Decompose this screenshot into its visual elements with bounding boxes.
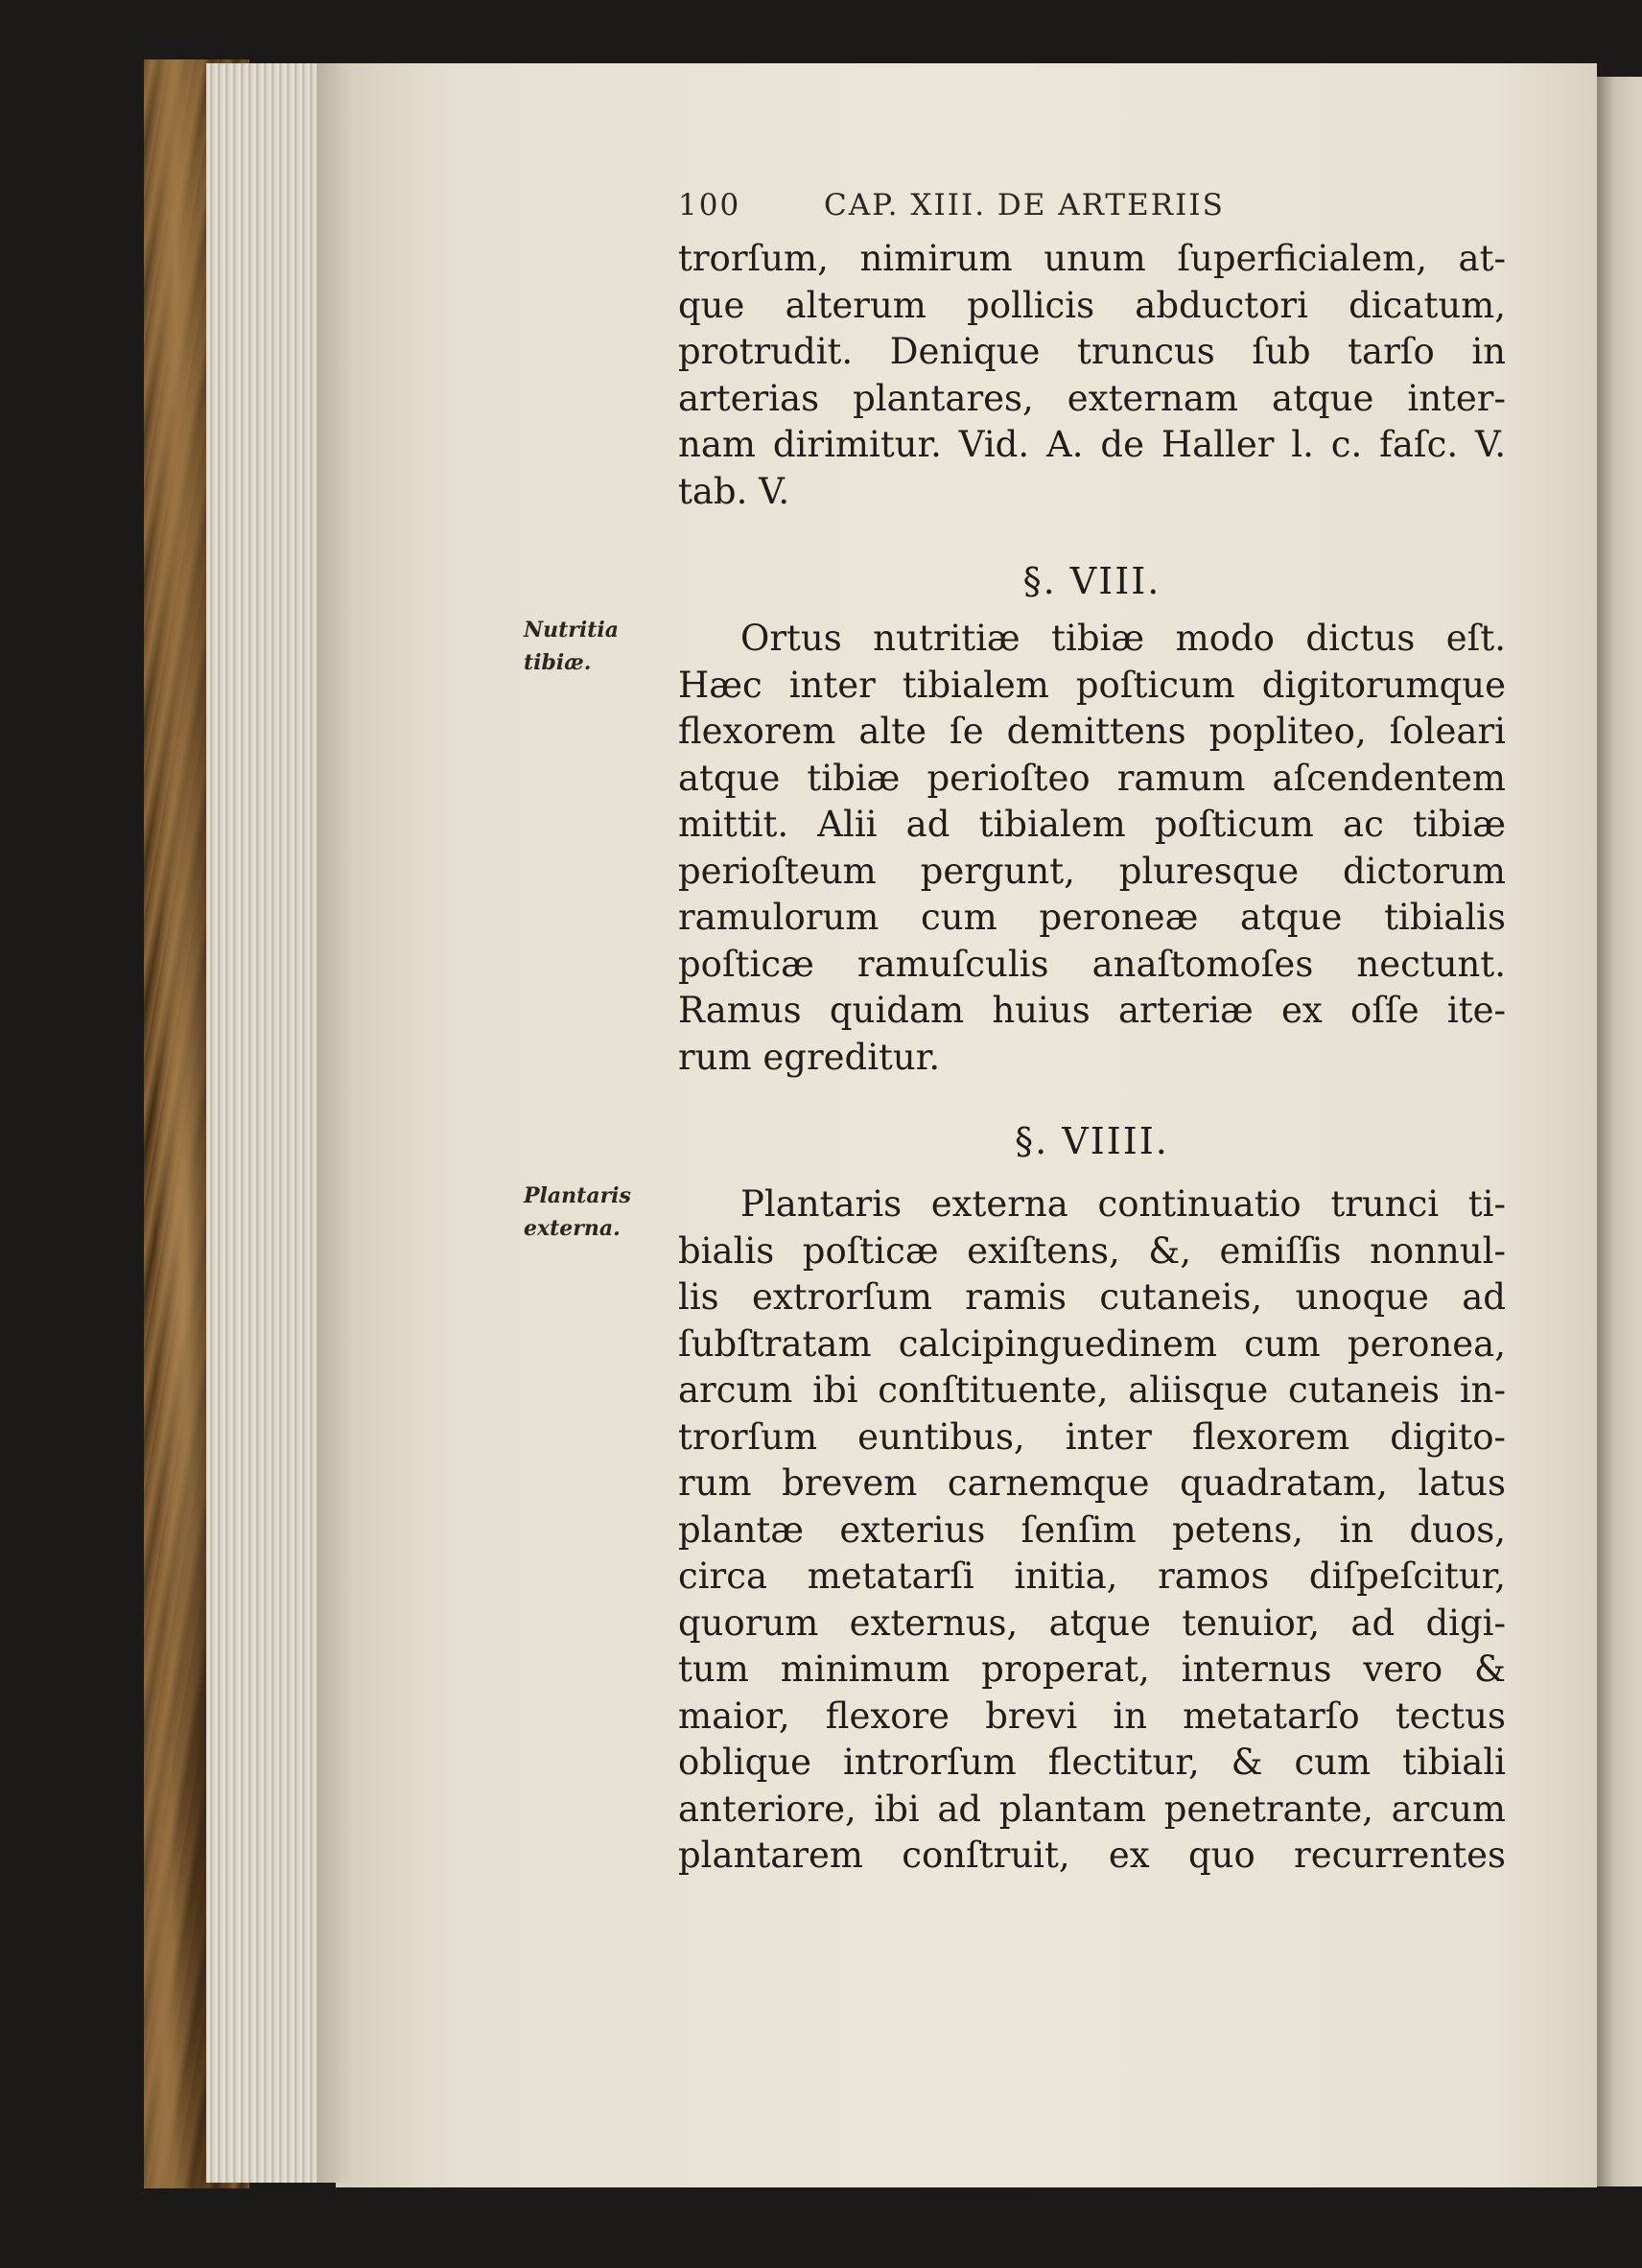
facing-page-edge <box>1597 77 1642 2186</box>
text-line: bialis poſticæ exiſtens, &, emiſſis nonnul- <box>678 1229 1506 1272</box>
text-line: Hæc inter tibialem poſticum digitorumque <box>678 664 1506 706</box>
text-line: Ramus quidam huius arteriæ ex oſſe ite- <box>678 990 1506 1031</box>
text-line: plantæ exterius ſenſim petens, in duos, <box>678 1508 1506 1551</box>
section-heading-viiii: §. VIIII. <box>1015 1120 1169 1162</box>
text-line: Ortus nutritiæ tibiæ modo dictus eſt. <box>740 618 1506 659</box>
text-line: anteriore, ibi ad plantam penetrante, arcum <box>678 1788 1506 1830</box>
text-line: trorſum, nimirum unum ſuperficialem, at- <box>678 238 1506 279</box>
margin-note-line: Nutritia <box>524 618 619 643</box>
paragraph-continuation <box>678 236 1506 515</box>
text-line: perioſteum pergunt, pluresque dictorum <box>678 850 1506 892</box>
text-line: maior, flexore brevi in metatarſo tectus <box>678 1695 1506 1737</box>
paragraph-section-viiii <box>678 1181 1506 1880</box>
text-line: tab. V. <box>678 470 790 512</box>
spine-shadow <box>317 63 374 2183</box>
running-head <box>678 188 1349 222</box>
text-line: quorum externus, atque tenuior, ad digi- <box>678 1602 1506 1644</box>
text-line: ſubſtratam calcipinguedinem cum peronea, <box>678 1322 1506 1365</box>
text-line: plantarem conſtruit, ex quo recurrentes <box>678 1835 1506 1876</box>
text-line: poſticæ ramuſculis anaſtomoſes nectunt. <box>678 943 1506 985</box>
text-line: atque tibiæ perioſteo ramum aſcendentem <box>678 757 1506 799</box>
text-line: Plantaris externa continuatio trunci ti- <box>740 1183 1506 1225</box>
text-line: protrudit. Denique truncus ſub tarſo in <box>678 331 1506 372</box>
text-line: flexorem alte ſe demittens popliteo, ſoleari <box>678 711 1506 752</box>
text-line: tum minimum properat, internus vero & <box>678 1648 1506 1690</box>
text-line: nam dirimitur. Vid. A. de Haller l. c. faſc. V. <box>678 424 1506 465</box>
margin-note-line: externa. <box>524 1216 621 1241</box>
margin-note-plantaris <box>524 1180 668 1245</box>
text-line: rum brevem carnemque quadratam, latus <box>678 1462 1506 1504</box>
margin-note-line: Plantaris <box>524 1183 631 1208</box>
text-line: rum egreditur. <box>678 1036 941 1078</box>
margin-note-nutritia <box>524 614 668 679</box>
text-line: arcum ibi conſtituente, aliisque cutaneis in- <box>678 1369 1506 1411</box>
text-line: ramulorum cum peroneæ atque tibialis <box>678 897 1506 938</box>
text-line: lis extrorſum ramis cutaneis, unoque ad <box>678 1276 1506 1318</box>
text-line: circa metatarſi initia, ramos diſpeſcitur, <box>678 1555 1506 1597</box>
page-number: 100 <box>678 188 741 222</box>
text-line: mittit. Alii ad tibialem poſticum ac tibiæ <box>678 804 1506 845</box>
margin-note-line: tibiæ. <box>524 650 592 675</box>
chapter-title: CAP. XIII. DE ARTERIIS <box>824 188 1225 222</box>
text-line: oblique introrſum flectitur, & cum tibiali <box>678 1742 1506 1783</box>
text-line: trorſum euntibus, inter flexorem digito- <box>678 1415 1506 1458</box>
paragraph-section-viii <box>678 616 1506 1081</box>
text-line: que alterum pollicis abductori dicatum, <box>678 284 1506 326</box>
section-heading-viii: §. VIII. <box>1022 560 1161 602</box>
text-line: arterias plantares, externam atque inter- <box>678 377 1506 419</box>
